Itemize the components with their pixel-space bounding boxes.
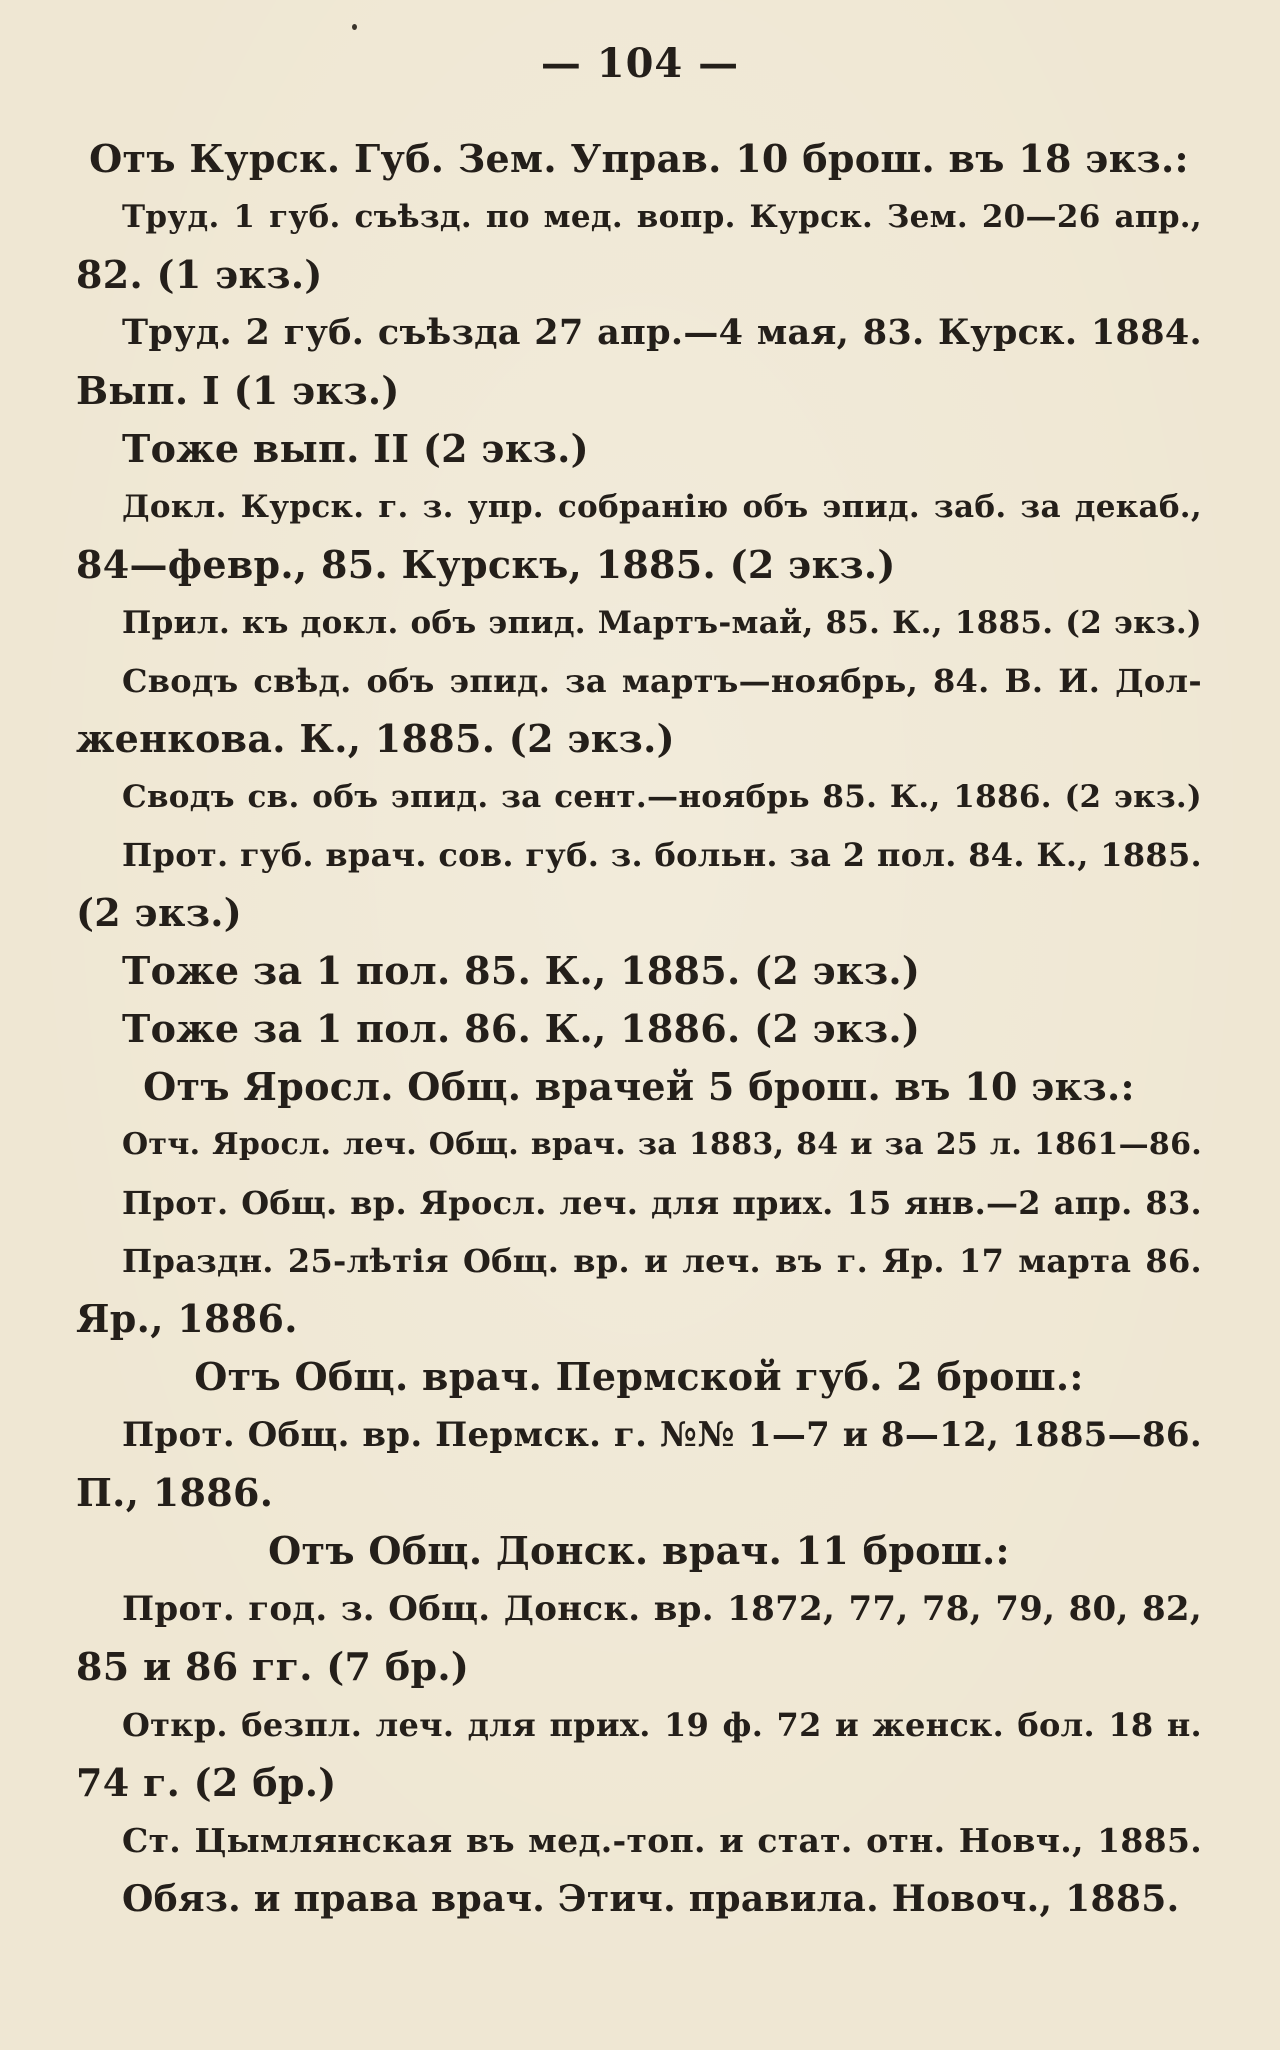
section-heading-perm: Отъ Общ. врач. Пермской губ. 2 брош.: [194,1354,1084,1399]
entry-line: Отч. Яросл. леч. Общ. врач. за 1883, 84 и за 25 л. 1861—86. [122,1127,1202,1162]
section-heading-kursk: Отъ Курск. Губ. Зем. Управ. 10 брош. въ 18 экз.: [89,136,1189,181]
page-number: — 104 — [540,40,740,87]
entry-line: 74 г. (2 бр.) [76,1760,337,1805]
entry-line: Прот. Общ. вр. Пермск. г. №№ 1—7 и 8—12, 1885—86. [122,1415,1202,1455]
entry-line: Праздн. 25-лѣтія Общ. вр. и леч. въ г. Яр. 17 марта 86. [122,1242,1202,1280]
entry-line: Тоже за 1 пол. 86. К., 1886. (2 экз.) [122,1006,921,1051]
entry-line: 84—февр., 85. Курскъ, 1885. (2 экз.) [76,542,896,587]
entry-line: (2 экз.) [76,890,243,935]
entry-line: Сводъ св. объ эпид. за сент.—ноябрь 85. К., 1886. (2 экз.) [122,779,1202,815]
section-heading-don: Отъ Общ. Донск. врач. 11 брош.: [268,1528,1010,1573]
catalog-list [76,130,1202,1928]
entry-line: Сводъ свѣд. объ эпид. за мартъ—ноябрь, 84. В. И. Дол- [122,662,1202,700]
entry-line: Тоже вып. II (2 экз.) [122,426,589,471]
ink-speck [352,24,357,30]
entry-line: Прот. губ. врач. сов. губ. з. больн. за 2 пол. 84. К., 1885. [122,836,1202,874]
entry-line: Прот. год. з. Общ. Донск. вр. 1872, 77, 78, 79, 80, 82, [122,1589,1202,1629]
entry-line: женкова. К., 1885. (2 экз.) [76,716,675,761]
entry-line: Откр. безпл. леч. для прих. 19 ф. 72 и женск. бол. 18 н. [122,1706,1202,1744]
entry-line: Яр., 1886. [76,1296,298,1341]
entry-line: Прот. Общ. вр. Яросл. леч. для прих. 15 янв.—2 апр. 83. [122,1184,1202,1222]
entry-line: 85 и 86 гг. (7 бр.) [76,1644,470,1689]
entry-line: Вып. I (1 экз.) [76,368,400,413]
entry-line: Ст. Цымлянская въ мед.-топ. и стат. отн. Новч., 1885. [122,1821,1202,1860]
entry-line: 82. (1 экз.) [76,252,323,297]
entry-line: Обяз. и права врач. Этич. правила. Новоч., 1885. [122,1878,1180,1920]
entry-line: Прил. къ докл. объ эпид. Мартъ-май, 85. К., 1885. (2 экз.) [122,605,1202,641]
entry-line: Труд. 2 губ. съѣзда 27 апр.—4 мая, 83. Курск. 1884. [122,312,1202,353]
entry-line: Труд. 1 губ. съѣзд. по мед. вопр. Курск. Зем. 20—26 апр., [122,199,1202,235]
entry-line: П., 1886. [76,1470,274,1515]
entry-line: Тоже за 1 пол. 85. К., 1885. (2 экз.) [122,948,921,993]
section-heading-yaroslavl: Отъ Яросл. Общ. врачей 5 брош. въ 10 экз.: [143,1064,1135,1109]
entry-line: Докл. Курск. г. з. упр. собранію объ эпид. заб. за декаб., [122,489,1202,525]
